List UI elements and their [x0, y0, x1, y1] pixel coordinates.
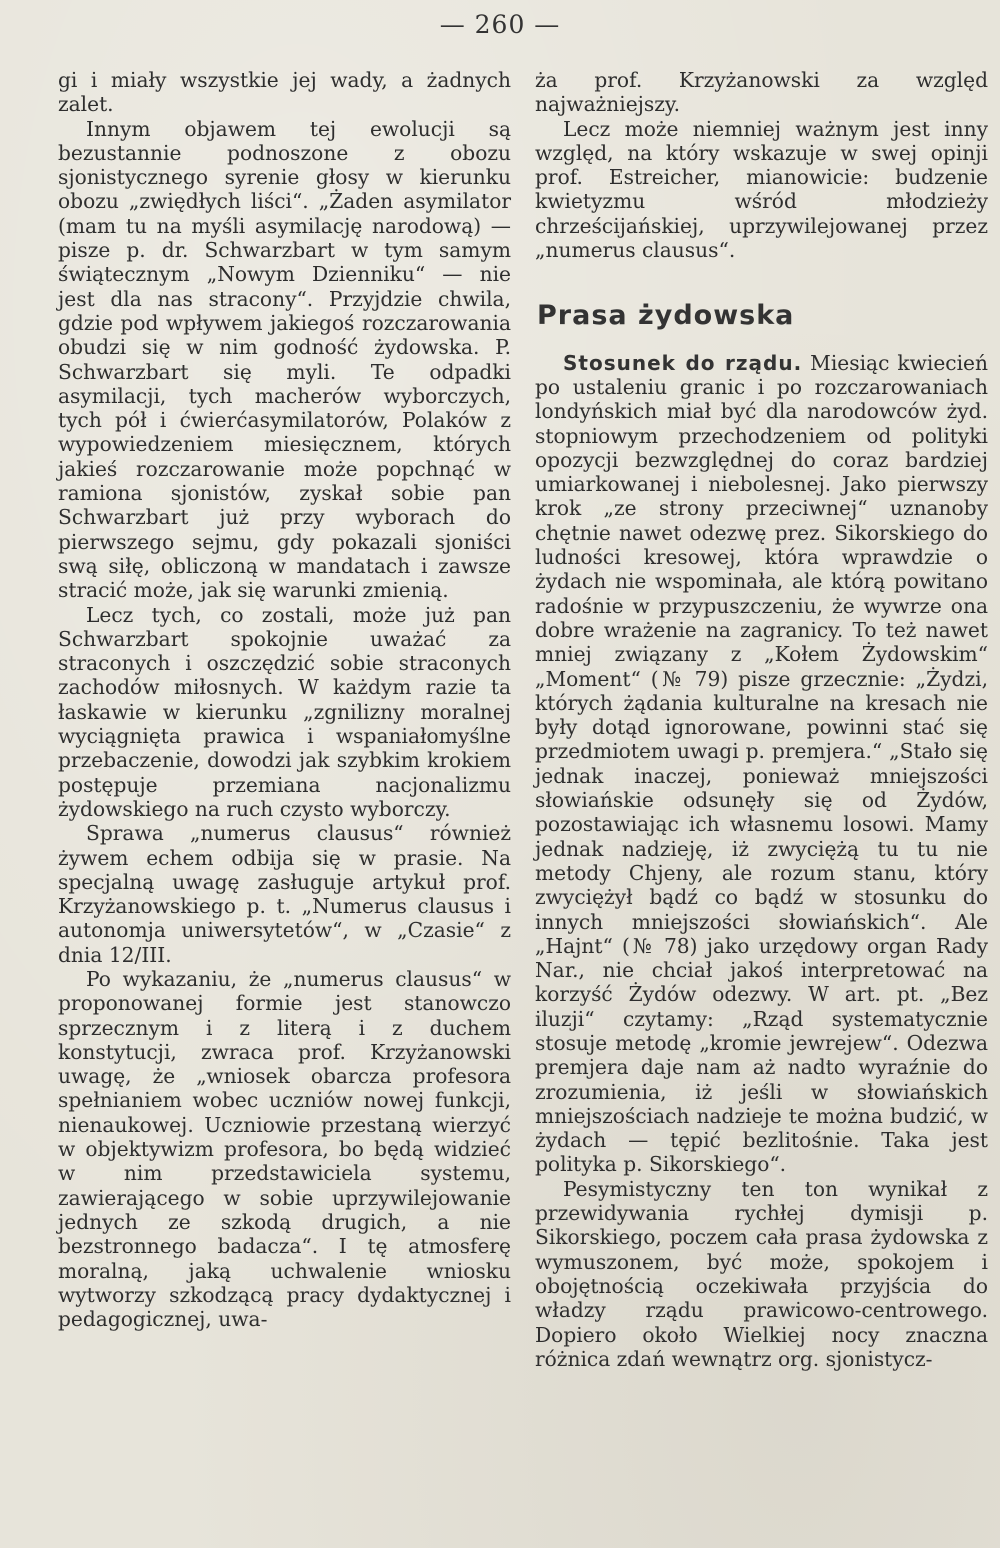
- paragraph-government-relations: [535, 351, 988, 1177]
- paragraph-continuation-right: ża prof. Krzyżanowski za względ najważniejszy.: [535, 68, 988, 117]
- right-column: [535, 68, 988, 1528]
- page-number: — 260 —: [439, 10, 561, 39]
- paragraph-government-text: Miesiąc kwiecień po ustaleniu granic i po rozczarowaniach londyńskich miał być dla narodowców żyd. stopniowym przechodzeniem od polityki opozycji bezwzględnej do coraz bardziej umiarkowanej i niebolesnej. Jako pierwszy krok „ze strony przeciwnej“ uznanoby chętnie nawet odezwę prez. Sikorskiego do ludności kresowej, która wprawdzie o żydach nie wspominała, ale którą powitano radośnie w przypuszczeniu, że wywrze ona dobre wrażenie na zagranicy. To też nawet mniej związany z „Kołem Żydowskim“ „Moment“ (№ 79) pisze grzecznie: „Żydzi, których żądania kulturalne na kresach nie były dotąd ignorowane, powinni stać się przedmiotem uwagi p. premjera.“ „Stało się jednak inaczej, ponieważ mniejszości słowiańskie odsunęły się od Żydów, pozostawiając ich własnemu losowi. Mamy jednak nadzieję, iż zwyciężą tu tu nie metody Chjeny, ale rozum stanu, który zwyciężył bądź co bądź w stosunku do innych mniejszości słowiańskich“. Ale „Hajnt“ (№ 78) jako urzędowy organ Rady Nar., nie chciał jakoś interpretować na korzyść Żydów odezwy. W art. pt. „Bez iluzji“ czytamy: „Rząd systematycznie stosuje metodę „kromie jewrejew“. Odezwa premjera daje nam aż nadto wyraźnie do zrozumienia, iż jeśli w słowiańskich mniejszościach nadzieje te można budzić, w żydach — tępić bezlitośnie. Taka jest polityka p. Sikorskiego“.: [535, 350, 988, 1177]
- paragraph-numerus-clausus: Sprawa „numerus clausus“ również żywem echem odbija się w prasie. Na specjalną uwagę zasługuje artykuł prof. Krzyżanowskiego p. t. „Numerus clausus i autonomja uniwersytetów“, w „Czasie“ z dnia 12/III.: [58, 821, 511, 967]
- paragraph-estreicher: Lecz może niemniej ważnym jest inny względ, na który wskazuje w swej opinji prof. Estreicher, mianowicie: budzenie kwietyzmu wśród młodzieży chrześcijańskiej, uprzywilejowanej przez „numerus clausus“.: [535, 116, 988, 263]
- text-columns: [58, 68, 988, 1528]
- paragraph-assimilators: Innym objawem tej ewolucji są bezustannie podnoszone z obozu sjonistycznego syrenie głosy w kierunku obozu „zwiędłych liści“. „Żaden asymilator (mam tu na myśli asymilację narodową) — pisze p. dr. Schwarzbart w tym samym świątecznym „Nowym Dzienniku“ — nie jest dla nas stracony“. Przyjdzie chwila, gdzie pod wpływem jakiegoś rozczarowania obudzi się w nim godność żydowska. P. Schwarzbart się myli. Te odpadki asymilacji, tych macherów wyborczych, tych pół i ćwierćasymilatorów, Polaków z wypowiedzeniem miesięcznem, których jakieś rozczarowanie może popchnąć w ramiona sjonistów, zyskał sobie pan Schwarzbart już przy wyborach do pierwszego sejmu, gdy pokazali sjoniści swą siłę, obliczoną w mandatach i zawsze stracić może, jak się warunki zmienią.: [58, 116, 511, 603]
- paragraph-pessimistic-tone: Pesymistyczny ten ton wynikał z przewidywania rychłej dymisji p. Sikorskiego, poczem cała prasa żydowska z wymuszonem, być może, spokojem i obojętnością oczekiwała przyjścia do władzy rządu prawicowo-centrowego. Dopiero około Wielkiej nocy znaczna różnica zdań wewnątrz org. sjonistycz-: [535, 1176, 988, 1371]
- paragraph-continuation: gi i miały wszystkie jej wady, a żadnych zalet.: [58, 68, 511, 117]
- section-title: Prasa żydowska: [537, 300, 795, 332]
- left-column: [58, 68, 511, 1528]
- subheading: Stosunek do rządu.: [563, 350, 803, 375]
- paragraph-krzyzanowski: Po wykazaniu, że „numerus clausus“ w proponowanej formie jest stanowczo sprzecznym i z literą i z duchem konstytucji, zwraca prof. Krzyżanowski uwagę, że „wniosek obarcza profesora spełnianiem wobec uczniów nowej funkcji, nienaukowej. Uczniowie przestaną wierzyć w objektywizm profesora, bo będą widzieć w nim przedstawiciela systemu, zawierającego w sobie uprzywilejowanie jednych ze szkodą drugich, a nie bezstronnego badacza“. I tę atmosferę moralną, jaką uchwalenie wniosku wytworzy szkodzącą pracy dydaktycznej i pedagogicznej, uwa-: [58, 966, 511, 1332]
- paragraph-schwarzbart: Lecz tych, co zostali, może już pan Schwarzbart spokojnie uważać za straconych i oszczędzić sobie straconych zachodów miłosnych. W każdym razie ta łaskawie w kierunku „zgnilizny moralnej wyciągnięta prawica i wspaniałomyślne przebaczenie, dowodzi jak szybkim krokiem postępuje przemiana nacjonalizmu żydowskiego na ruch czysto wyborczy.: [58, 602, 511, 821]
